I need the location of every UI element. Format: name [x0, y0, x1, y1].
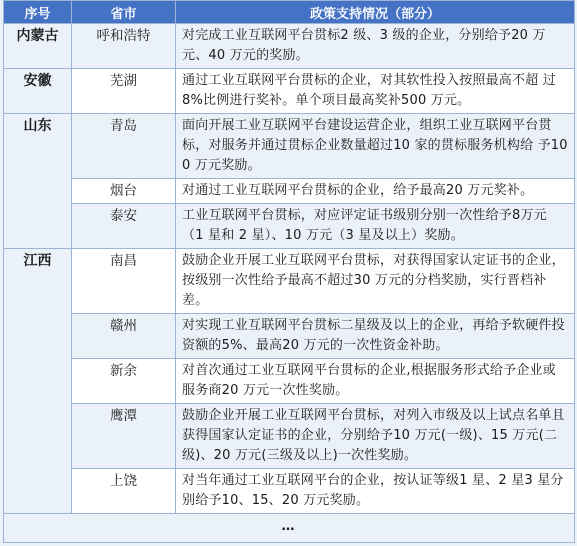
city-cell: 赣州	[72, 314, 176, 359]
header-serial: 序号	[4, 1, 72, 24]
province-cell: 安徽	[4, 69, 72, 114]
table-footer-row	[4, 514, 575, 543]
policy-cell: 对实现工业互联网平台贯标二星级及以上的企业，再给予软硬件投资额的5%、最高20 万元的一次性资金补助。	[176, 314, 575, 359]
policy-cell: 鼓励企业开展工业互联网平台贯标，对列入市级及以上试点名单且获得国家认定证书的企业，分别给予10 万元(一级)、15 万元(二级)、20 万元(三级及以上)一次性奖励。	[176, 404, 575, 469]
policy-cell: 工业互联网平台贯标，对应评定证书级别分别一次性给予8万元（1 星和 2 星）、10 万元（3 星及以上）奖励。	[176, 204, 575, 249]
table-row	[4, 314, 575, 359]
policy-cell: 对首次通过工业互联网平台贯标的企业,根据服务形式给予企业或服务商20 万元一次性奖励。	[176, 359, 575, 404]
table-row	[4, 24, 575, 69]
city-cell: 青岛	[72, 114, 176, 179]
more-ellipsis: …	[4, 514, 575, 543]
city-cell: 烟台	[72, 179, 176, 204]
city-cell: 呼和浩特	[72, 24, 176, 69]
table-row	[4, 179, 575, 204]
policy-table	[3, 0, 575, 543]
city-cell: 鹰潭	[72, 404, 176, 469]
city-cell: 新余	[72, 359, 176, 404]
province-cell: 山东	[4, 114, 72, 249]
province-cell: 内蒙古	[4, 24, 72, 69]
policy-cell: 鼓励企业开展工业互联网平台贯标，对获得国家认定证书的企业，按级别一次性给予最高不超过30 万元的分档奖励，实行晋档补差。	[176, 249, 575, 314]
table-row	[4, 204, 575, 249]
policy-cell: 面向开展工业互联网平台建设运营企业，组织工业互联网平台贯标，对服务并通过贯标企业数量超过10 家的贯标服务机构给 予100 万元奖励。	[176, 114, 575, 179]
table-row	[4, 249, 575, 314]
table-row	[4, 469, 575, 514]
table-row	[4, 114, 575, 179]
city-cell: 泰安	[72, 204, 176, 249]
policy-cell: 对完成工业互联网平台贯标2 级、3 级的企业，分别给予20 万元、40 万元的奖励。	[176, 24, 575, 69]
header-city: 省市	[72, 1, 176, 24]
province-cell: 江西	[4, 249, 72, 514]
policy-cell: 对通过工业互联网平台贯标的企业，给予最高20 万元奖补。	[176, 179, 575, 204]
table-row	[4, 69, 575, 114]
city-cell: 南昌	[72, 249, 176, 314]
policy-cell: 通过工业互联网平台贯标的企业，对其软性投入按照最高不超 过8%比例进行奖补。单个项目最高奖补500 万元。	[176, 69, 575, 114]
table-row	[4, 404, 575, 469]
policy-cell: 对当年通过工业互联网平台的企业，按认证等级1 星、2 星3 星分别给予10、15、20 万元奖励。	[176, 469, 575, 514]
header-policy: 政策支持情况（部分）	[176, 1, 575, 24]
table-row	[4, 359, 575, 404]
city-cell: 上饶	[72, 469, 176, 514]
table-header-row	[4, 1, 575, 24]
city-cell: 芜湖	[72, 69, 176, 114]
